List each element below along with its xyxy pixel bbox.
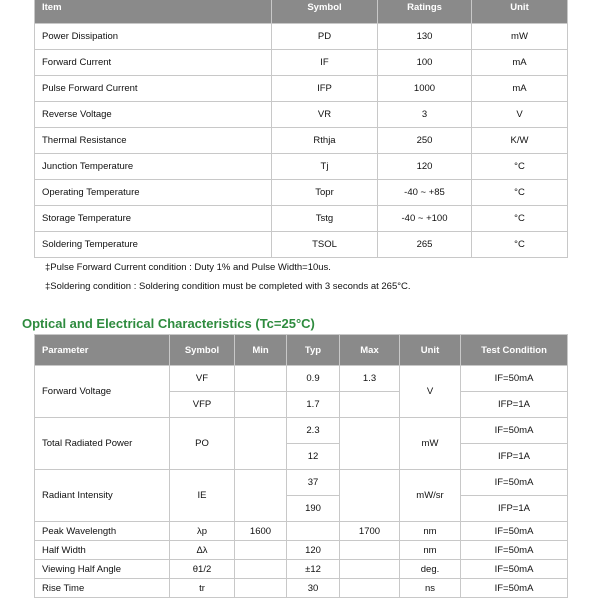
param-cell: Viewing Half Angle: [35, 560, 170, 579]
symbol-cell: tr: [170, 579, 235, 598]
pulse-current-note: ‡Pulse Forward Current condition : Duty 1% and Pulse Width=10us.: [45, 262, 331, 273]
min-cell: [235, 541, 287, 560]
symbol-cell: VFP: [170, 392, 235, 418]
col-header-typ: Typ: [287, 335, 340, 366]
rating-cell: 3: [378, 102, 472, 128]
symbol-cell: VR: [272, 102, 378, 128]
item-cell: Soldering Temperature: [35, 232, 272, 258]
typ-cell: 120: [287, 541, 340, 560]
rating-cell: 130: [378, 24, 472, 50]
symbol-cell: IE: [170, 470, 235, 522]
table-row: [35, 180, 568, 206]
col-header-symbol: Symbol: [272, 0, 378, 24]
min-cell: [235, 418, 287, 470]
col-header-test-condition: Test Condition: [461, 335, 568, 366]
unit-cell: mW/sr: [400, 470, 461, 522]
typ-cell: ±12: [287, 560, 340, 579]
table-row: [35, 206, 568, 232]
item-cell: Junction Temperature: [35, 154, 272, 180]
section-title: Optical and Electrical Characteristics (Tc=25°C): [22, 316, 315, 331]
max-cell: [340, 541, 400, 560]
optical-electrical-table: [34, 334, 568, 598]
rating-cell: 120: [378, 154, 472, 180]
typ-cell: [287, 522, 340, 541]
condition-cell: IFP=1A: [461, 496, 568, 522]
unit-cell: °C: [472, 232, 568, 258]
unit-cell: mW: [472, 24, 568, 50]
typ-cell: 30: [287, 579, 340, 598]
condition-cell: IF=50mA: [461, 522, 568, 541]
item-cell: Power Dissipation: [35, 24, 272, 50]
unit-cell: V: [400, 366, 461, 418]
table-row: [35, 418, 568, 444]
table-row: [35, 24, 568, 50]
max-cell: [340, 470, 400, 522]
table-row: [35, 579, 568, 598]
item-cell: Thermal Resistance: [35, 128, 272, 154]
condition-cell: IF=50mA: [461, 366, 568, 392]
col-header-unit: Unit: [400, 335, 461, 366]
typ-cell: 12: [287, 444, 340, 470]
table-row: [35, 470, 568, 496]
symbol-cell: IFP: [272, 76, 378, 102]
table-row: [35, 154, 568, 180]
rating-cell: 1000: [378, 76, 472, 102]
symbol-cell: θ1/2: [170, 560, 235, 579]
table-row: [35, 102, 568, 128]
typ-cell: 2.3: [287, 418, 340, 444]
min-cell: [235, 392, 287, 418]
unit-cell: mA: [472, 76, 568, 102]
item-cell: Operating Temperature: [35, 180, 272, 206]
typ-cell: 190: [287, 496, 340, 522]
condition-cell: IF=50mA: [461, 579, 568, 598]
item-cell: Reverse Voltage: [35, 102, 272, 128]
table-row: [35, 76, 568, 102]
item-cell: Forward Current: [35, 50, 272, 76]
param-cell: Total Radiated Power: [35, 418, 170, 470]
min-cell: [235, 560, 287, 579]
param-cell: Half Width: [35, 541, 170, 560]
col-header-unit: Unit: [472, 0, 568, 24]
unit-cell: °C: [472, 206, 568, 232]
condition-cell: IF=50mA: [461, 418, 568, 444]
min-cell: [235, 579, 287, 598]
col-header-max: Max: [340, 335, 400, 366]
col-header-min: Min: [235, 335, 287, 366]
symbol-cell: Tstg: [272, 206, 378, 232]
max-cell: [340, 418, 400, 470]
table-header-row: [35, 335, 568, 366]
rating-cell: 250: [378, 128, 472, 154]
condition-cell: IF=50mA: [461, 560, 568, 579]
symbol-cell: λp: [170, 522, 235, 541]
unit-cell: deg.: [400, 560, 461, 579]
min-cell: [235, 366, 287, 392]
table-row: [35, 522, 568, 541]
unit-cell: mW: [400, 418, 461, 470]
rating-cell: -40 ~ +85: [378, 180, 472, 206]
symbol-cell: Δλ: [170, 541, 235, 560]
param-cell: Rise Time: [35, 579, 170, 598]
table-row: [35, 541, 568, 560]
param-cell: Radiant Intensity: [35, 470, 170, 522]
symbol-cell: PO: [170, 418, 235, 470]
symbol-cell: VF: [170, 366, 235, 392]
typ-cell: 0.9: [287, 366, 340, 392]
col-header-item: Item: [35, 0, 272, 24]
col-header-ratings: Ratings: [378, 0, 472, 24]
table-header-row: [35, 0, 568, 24]
rating-cell: 100: [378, 50, 472, 76]
symbol-cell: PD: [272, 24, 378, 50]
col-header-parameter: Parameter: [35, 335, 170, 366]
table-row: [35, 366, 568, 392]
table-row: [35, 232, 568, 258]
table-row: [35, 560, 568, 579]
typ-cell: 37: [287, 470, 340, 496]
unit-cell: ns: [400, 579, 461, 598]
table-row: [35, 50, 568, 76]
param-cell: Forward Voltage: [35, 366, 170, 418]
unit-cell: mA: [472, 50, 568, 76]
max-cell: [340, 560, 400, 579]
item-cell: Pulse Forward Current: [35, 76, 272, 102]
max-cell: [340, 392, 400, 418]
param-cell: Peak Wavelength: [35, 522, 170, 541]
symbol-cell: Rthja: [272, 128, 378, 154]
soldering-note: ‡Soldering condition : Soldering condition must be completed with 3 seconds at 265°C.: [45, 281, 411, 292]
col-header-symbol: Symbol: [170, 335, 235, 366]
symbol-cell: IF: [272, 50, 378, 76]
typ-cell: 1.7: [287, 392, 340, 418]
symbol-cell: Tj: [272, 154, 378, 180]
unit-cell: °C: [472, 180, 568, 206]
absolute-ratings-table: [34, 0, 568, 258]
max-cell: 1700: [340, 522, 400, 541]
condition-cell: IFP=1A: [461, 444, 568, 470]
unit-cell: K/W: [472, 128, 568, 154]
symbol-cell: TSOL: [272, 232, 378, 258]
item-cell: Storage Temperature: [35, 206, 272, 232]
symbol-cell: Topr: [272, 180, 378, 206]
table-row: [35, 128, 568, 154]
unit-cell: nm: [400, 541, 461, 560]
condition-cell: IFP=1A: [461, 392, 568, 418]
min-cell: [235, 470, 287, 522]
unit-cell: nm: [400, 522, 461, 541]
rating-cell: -40 ~ +100: [378, 206, 472, 232]
unit-cell: V: [472, 102, 568, 128]
rating-cell: 265: [378, 232, 472, 258]
max-cell: 1.3: [340, 366, 400, 392]
condition-cell: IF=50mA: [461, 470, 568, 496]
unit-cell: °C: [472, 154, 568, 180]
condition-cell: IF=50mA: [461, 541, 568, 560]
min-cell: 1600: [235, 522, 287, 541]
max-cell: [340, 579, 400, 598]
